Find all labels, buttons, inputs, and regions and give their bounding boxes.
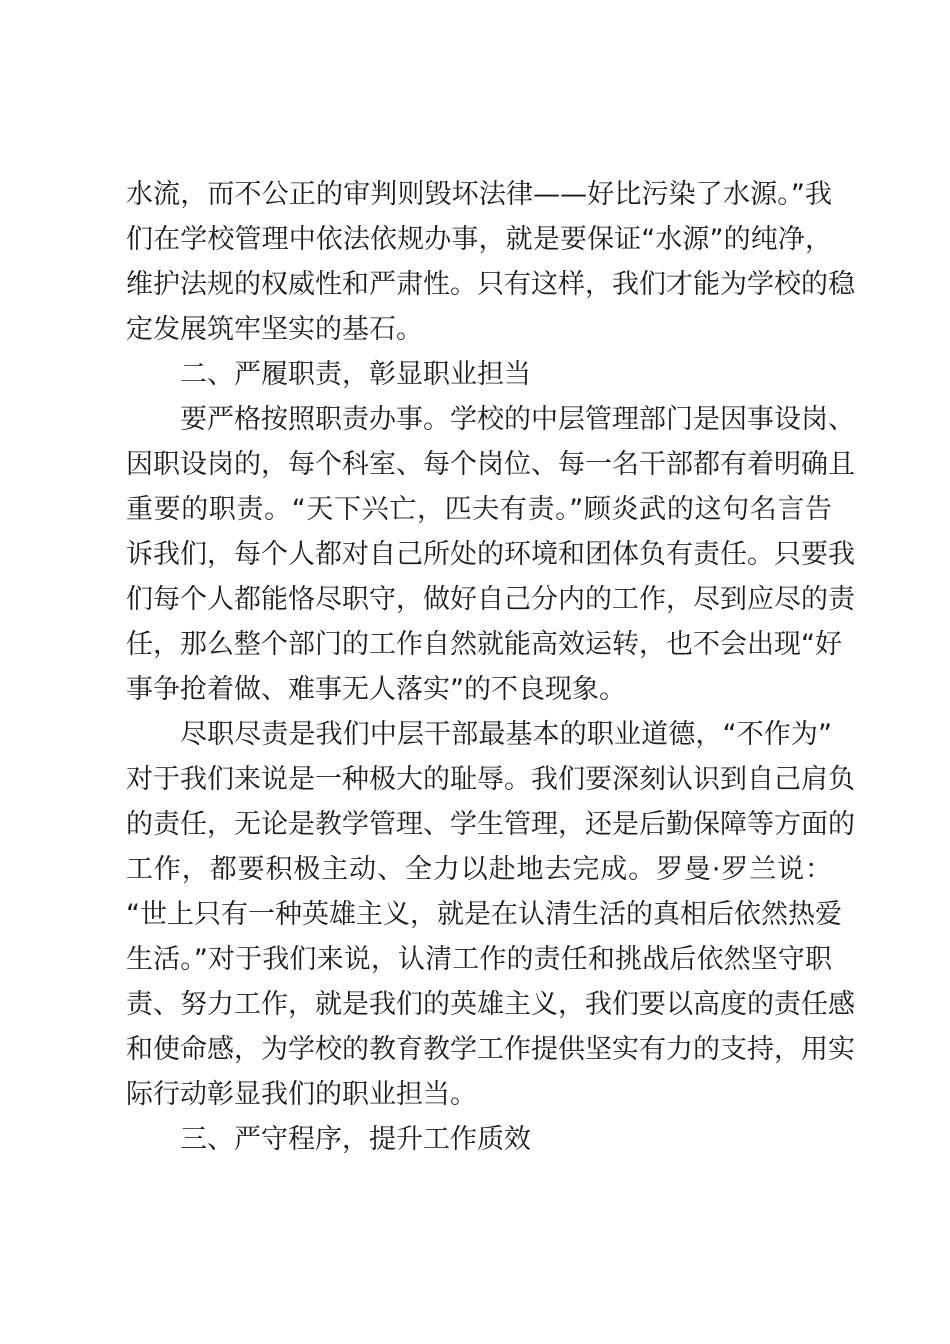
text-line: 尽职尽责是我们中层干部最基本的职业道德，“不作为”: [180, 719, 832, 750]
text-line: 定发展筑牢坚实的基石。: [126, 314, 423, 345]
section-heading-2: 二、严履职责，彰显职业担当: [180, 359, 531, 390]
paragraph-duties: [126, 397, 855, 712]
text-line: 事争抢着做、难事无人落实”的不良现象。: [126, 674, 626, 705]
text-line: 的责任，无论是教学管理、学生管理，还是后勤保障等方面的: [126, 809, 855, 840]
paragraph-rule-of-law-end: [126, 172, 855, 352]
paragraph-professional-ethics: [126, 712, 855, 1117]
text-line: 重要的职责。“天下兴亡，匹夫有责。”顾炎武的这句名言告: [126, 494, 832, 525]
text-line: 责、努力工作，就是我们的英雄主义，我们要以高度的责任感: [126, 989, 855, 1020]
text-line: 对于我们来说是一种极大的耻辱。我们要深刻认识到自己肩负: [126, 764, 855, 795]
text-line: 们每个人都能恪尽职守，做好自己分内的工作，尽到应尽的责: [126, 584, 855, 615]
text-line: 诉我们，每个人都对自己所处的环境和团体负有责任。只要我: [126, 539, 855, 570]
text-line: 工作，都要积极主动、全力以赴地去完成。罗曼·罗兰说：: [126, 854, 832, 885]
text-line: 水流，而不公正的审判则毁坏法律——好比污染了水源。”我: [126, 179, 832, 210]
document-body: [126, 172, 855, 1162]
text-line: 们在学校管理中依法依规办事，就是要保证“水源”的纯净，: [126, 224, 832, 255]
text-line: 因职设岗的，每个科室、每个岗位、每一名干部都有着明确且: [126, 449, 855, 480]
text-line: 要严格按照职责办事。学校的中层管理部门是因事设岗、: [180, 404, 855, 435]
text-line: 生活。”对于我们来说，认清工作的责任和挑战后依然坚守职: [126, 944, 832, 975]
text-line: 际行动彰显我们的职业担当。: [126, 1079, 477, 1110]
text-line: “世上只有一种英雄主义，就是在认清生活的真相后依然热爱: [126, 899, 842, 930]
text-line: 维护法规的权威性和严肃性。只有这样，我们才能为学校的稳: [126, 269, 855, 300]
text-line: 任，那么整个部门的工作自然就能高效运转，也不会出现“好: [126, 629, 842, 660]
text-line: 和使命感，为学校的教育教学工作提供坚实有力的支持，用实: [126, 1034, 855, 1065]
section-heading-3: 三、严守程序，提升工作质效: [180, 1124, 531, 1155]
